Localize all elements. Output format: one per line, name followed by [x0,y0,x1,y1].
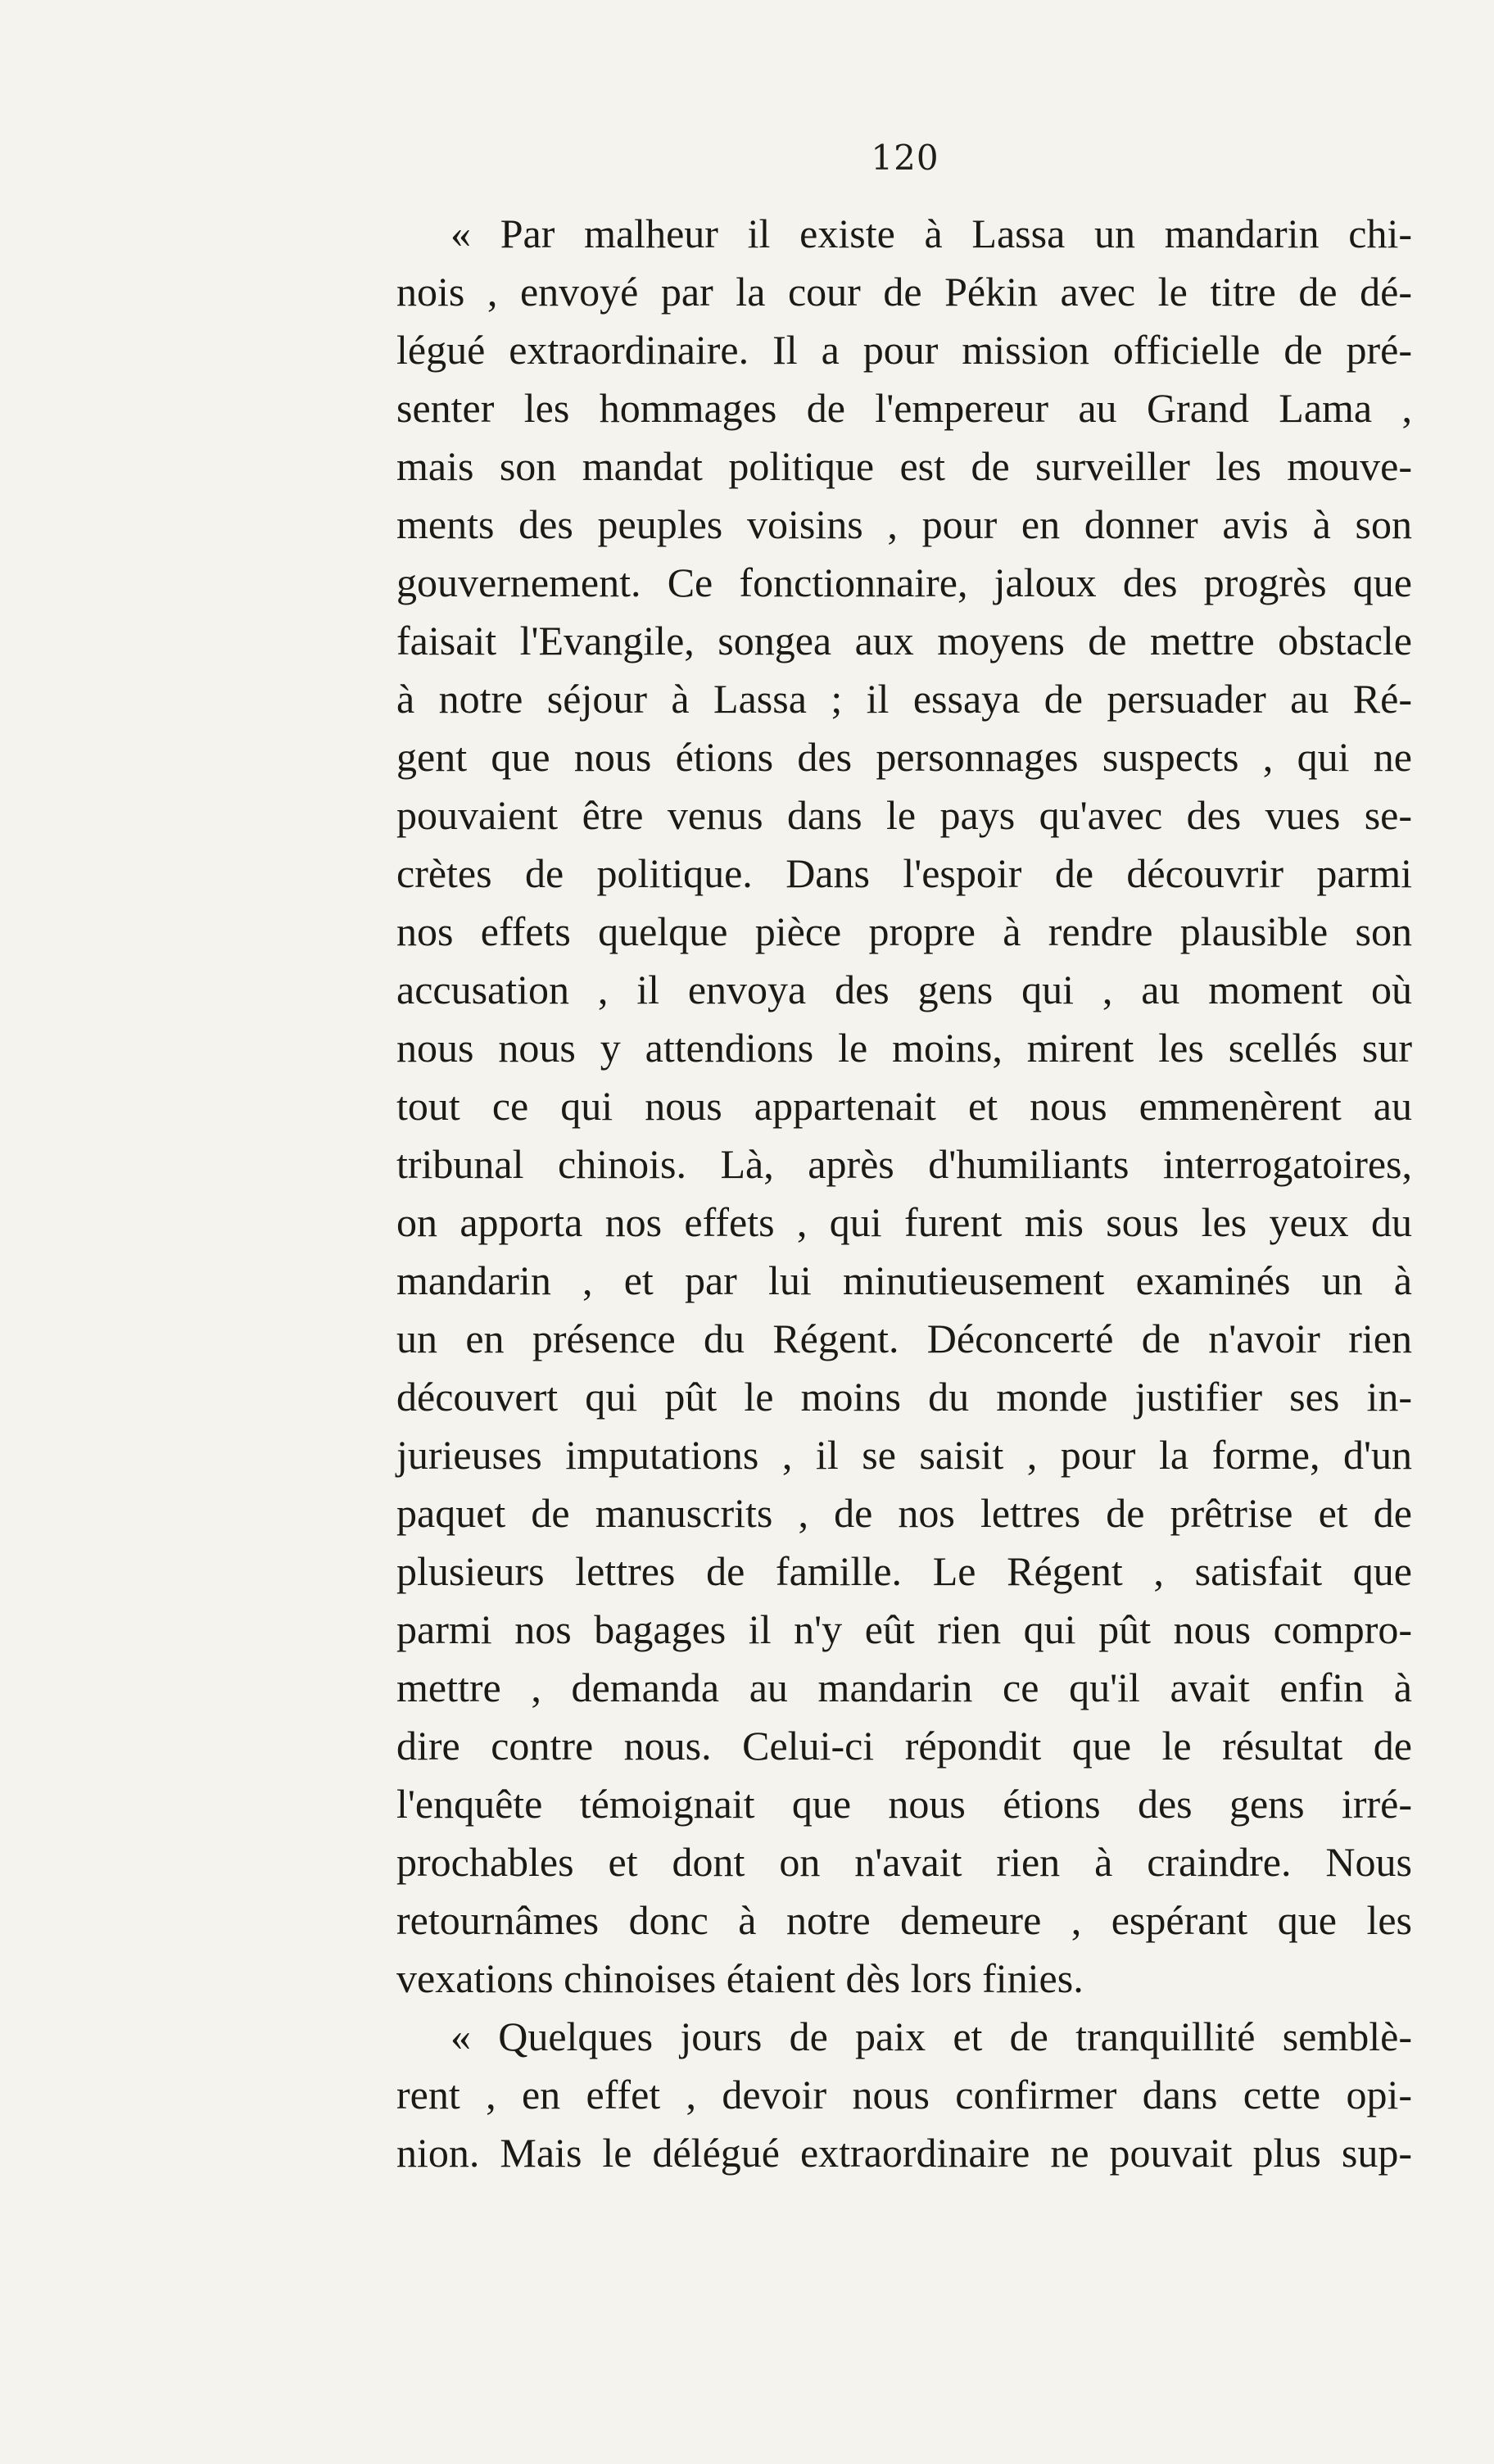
text-line: mandarin , et par lui minutieusement examinés un à [396,1257,1412,1303]
text-line: parmi nos bagages il n'y eût rien qui pût nous compro- [396,1606,1412,1652]
text-line: découvert qui pût le moins du monde justifier ses in- [396,1374,1412,1420]
text-line: mettre , demanda au mandarin ce qu'il avait enfin à [396,1665,1412,1710]
body-text [396,205,1412,2182]
text-line: nos effets quelque pièce propre à rendre plausible son [396,908,1412,954]
text-line: prochables et dont on n'avait rien à craindre. Nous [396,1839,1412,1885]
text-line: légué extraordinaire. Il a pour mission officielle de pré- [396,327,1412,373]
text-line: tout ce qui nous appartenait et nous emmenèrent au [396,1083,1412,1129]
text-line: senter les hommages de l'empereur au Grand Lama , [396,385,1412,431]
text-line: pouvaient être venus dans le pays qu'avec des vues se- [396,792,1412,838]
text-line: gent que nous étions des personnages suspects , qui ne [396,734,1412,780]
text-line: vexations chinoises étaient dès lors finies. [396,1955,1084,2001]
text-line: crètes de politique. Dans l'espoir de découvrir parmi [396,850,1412,896]
text-line: « Par malheur il existe à Lassa un mandarin chi- [450,211,1412,256]
text-line: à notre séjour à Lassa ; il essaya de persuader au Ré- [396,676,1412,722]
text-line: ments des peuples voisins , pour en donner avis à son [396,501,1412,547]
paragraph [396,2008,1412,2182]
text-line: gouvernement. Ce fonctionnaire, jaloux des progrès que [396,559,1412,605]
text-line: l'enquête témoignait que nous étions des gens irré- [396,1781,1412,1827]
text-line: dire contre nous. Celui-ci répondit que le résultat de [396,1723,1412,1769]
text-line: jurieuses imputations , il se saisit , pour la forme, d'un [396,1432,1412,1478]
text-line: nois , envoyé par la cour de Pékin avec le titre de dé- [396,269,1412,315]
text-line: plusieurs lettres de famille. Le Régent , satisfait que [396,1548,1412,1594]
text-line: rent , en effet , devoir nous confirmer dans cette opi- [396,2072,1412,2118]
text-line: mais son mandat politique est de surveiller les mouve- [396,443,1412,489]
text-line: accusation , il envoya des gens qui , au moment où [396,967,1412,1012]
text-line: « Quelques jours de paix et de tranquillité semblè- [450,2013,1412,2059]
text-line: on apporta nos effets , qui furent mis sous les yeux du [396,1199,1412,1245]
text-line: nous nous y attendions le moins, mirent les scellés sur [396,1025,1412,1071]
page-number: 120 [871,138,939,178]
text-line: faisait l'Evangile, songea aux moyens de mettre obstacle [396,618,1412,664]
text-line: tribunal chinois. Là, après d'humiliants interrogatoires, [396,1141,1412,1187]
text-line: nion. Mais le délégué extraordinaire ne pouvait plus sup- [396,2130,1412,2176]
text-line: paquet de manuscrits , de nos lettres de prêtrise et de [396,1490,1412,1536]
text-line: un en présence du Régent. Déconcerté de n'avoir rien [396,1316,1412,1361]
text-line: retournâmes donc à notre demeure , espérant que les [396,1897,1412,1943]
paragraph [396,205,1412,2008]
